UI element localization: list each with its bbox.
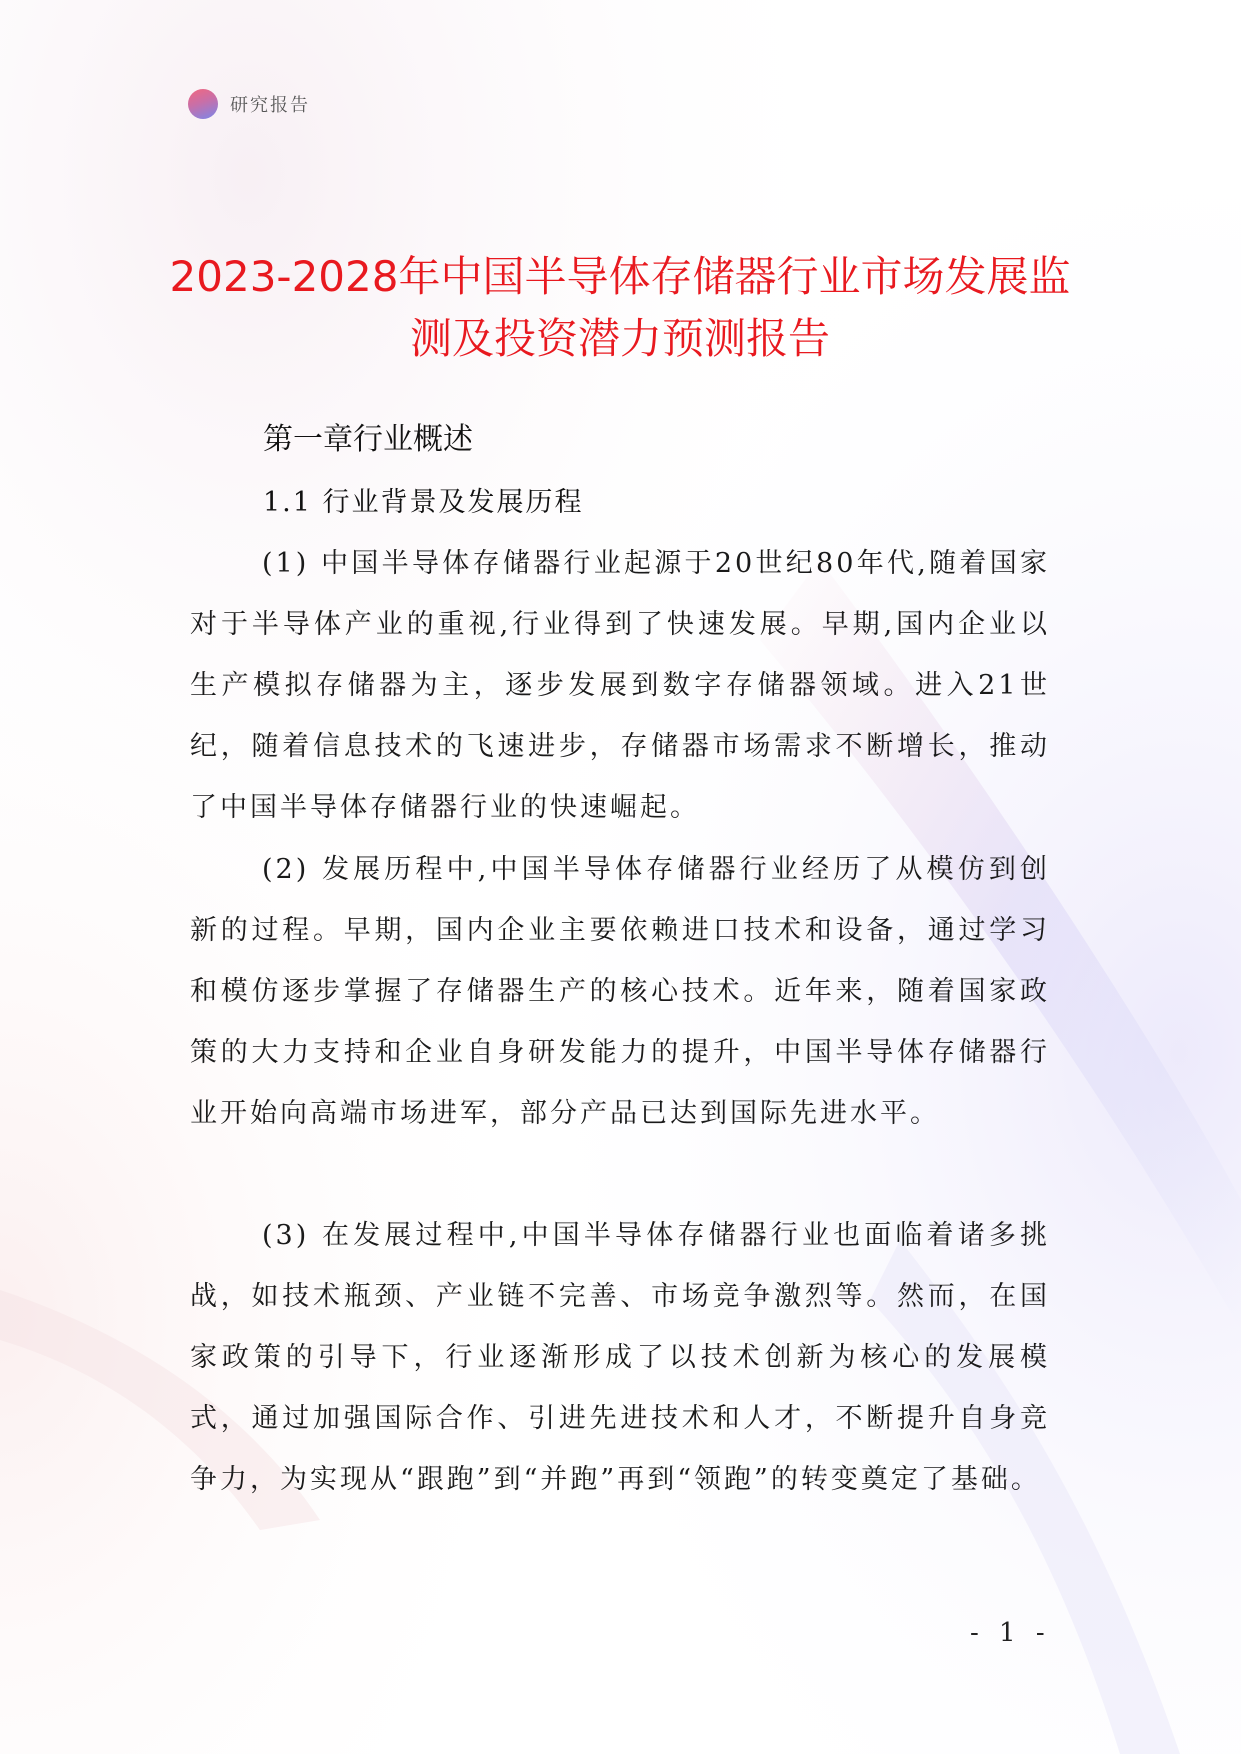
report-header (188, 88, 310, 120)
header-label: 研究报告 (230, 95, 310, 116)
paragraph-3: (3) 在发展过程中,中国半导体存储器行业也面临着诸多挑战，如技术瓶颈、产业链不完善、市场竞争激烈等。然而，在国家政策的引导下，行业逐渐形成了以技术创新为核心的发展模式，通过加强国际合作、引进先进技术和人才，不断提升自身竞争力，为实现从“跟跑”到“并跑”再到“领跑”的转变奠定了基础。 (190, 1220, 1050, 1495)
report-title: 2023-2028年中国半导体存储器行业市场发展监测及投资潜力预测报告 (169, 252, 1071, 364)
paragraph-1: (1) 中国半导体存储器行业起源于20世纪80年代,随着国家对于半导体产业的重视,行业得到了快速发展。早期,国内企业以生产模拟存储器为主，逐步发展到数字存储器领域。进入21世纪，随着信息技术的飞速进步，存储器市场需求不断增长，推动了中国半导体存储器行业的快速崛起。 (190, 548, 1050, 823)
chapter-heading: 第一章行业概述 (263, 422, 473, 457)
section-heading: 1.1 行业背景及发展历程 (263, 487, 584, 518)
paragraph-2: (2) 发展历程中,中国半导体存储器行业经历了从模仿到创新的过程。早期，国内企业主要依赖进口技术和设备，通过学习和模仿逐步掌握了存储器生产的核心技术。近年来，随着国家政策的大力支持和企业自身研发能力的提升，中国半导体存储器行业开始向高端市场进军，部分产品已达到国际先进水平。 (190, 854, 1050, 1129)
page-number: - 1 - (970, 1618, 1051, 1648)
logo-icon (188, 89, 218, 119)
